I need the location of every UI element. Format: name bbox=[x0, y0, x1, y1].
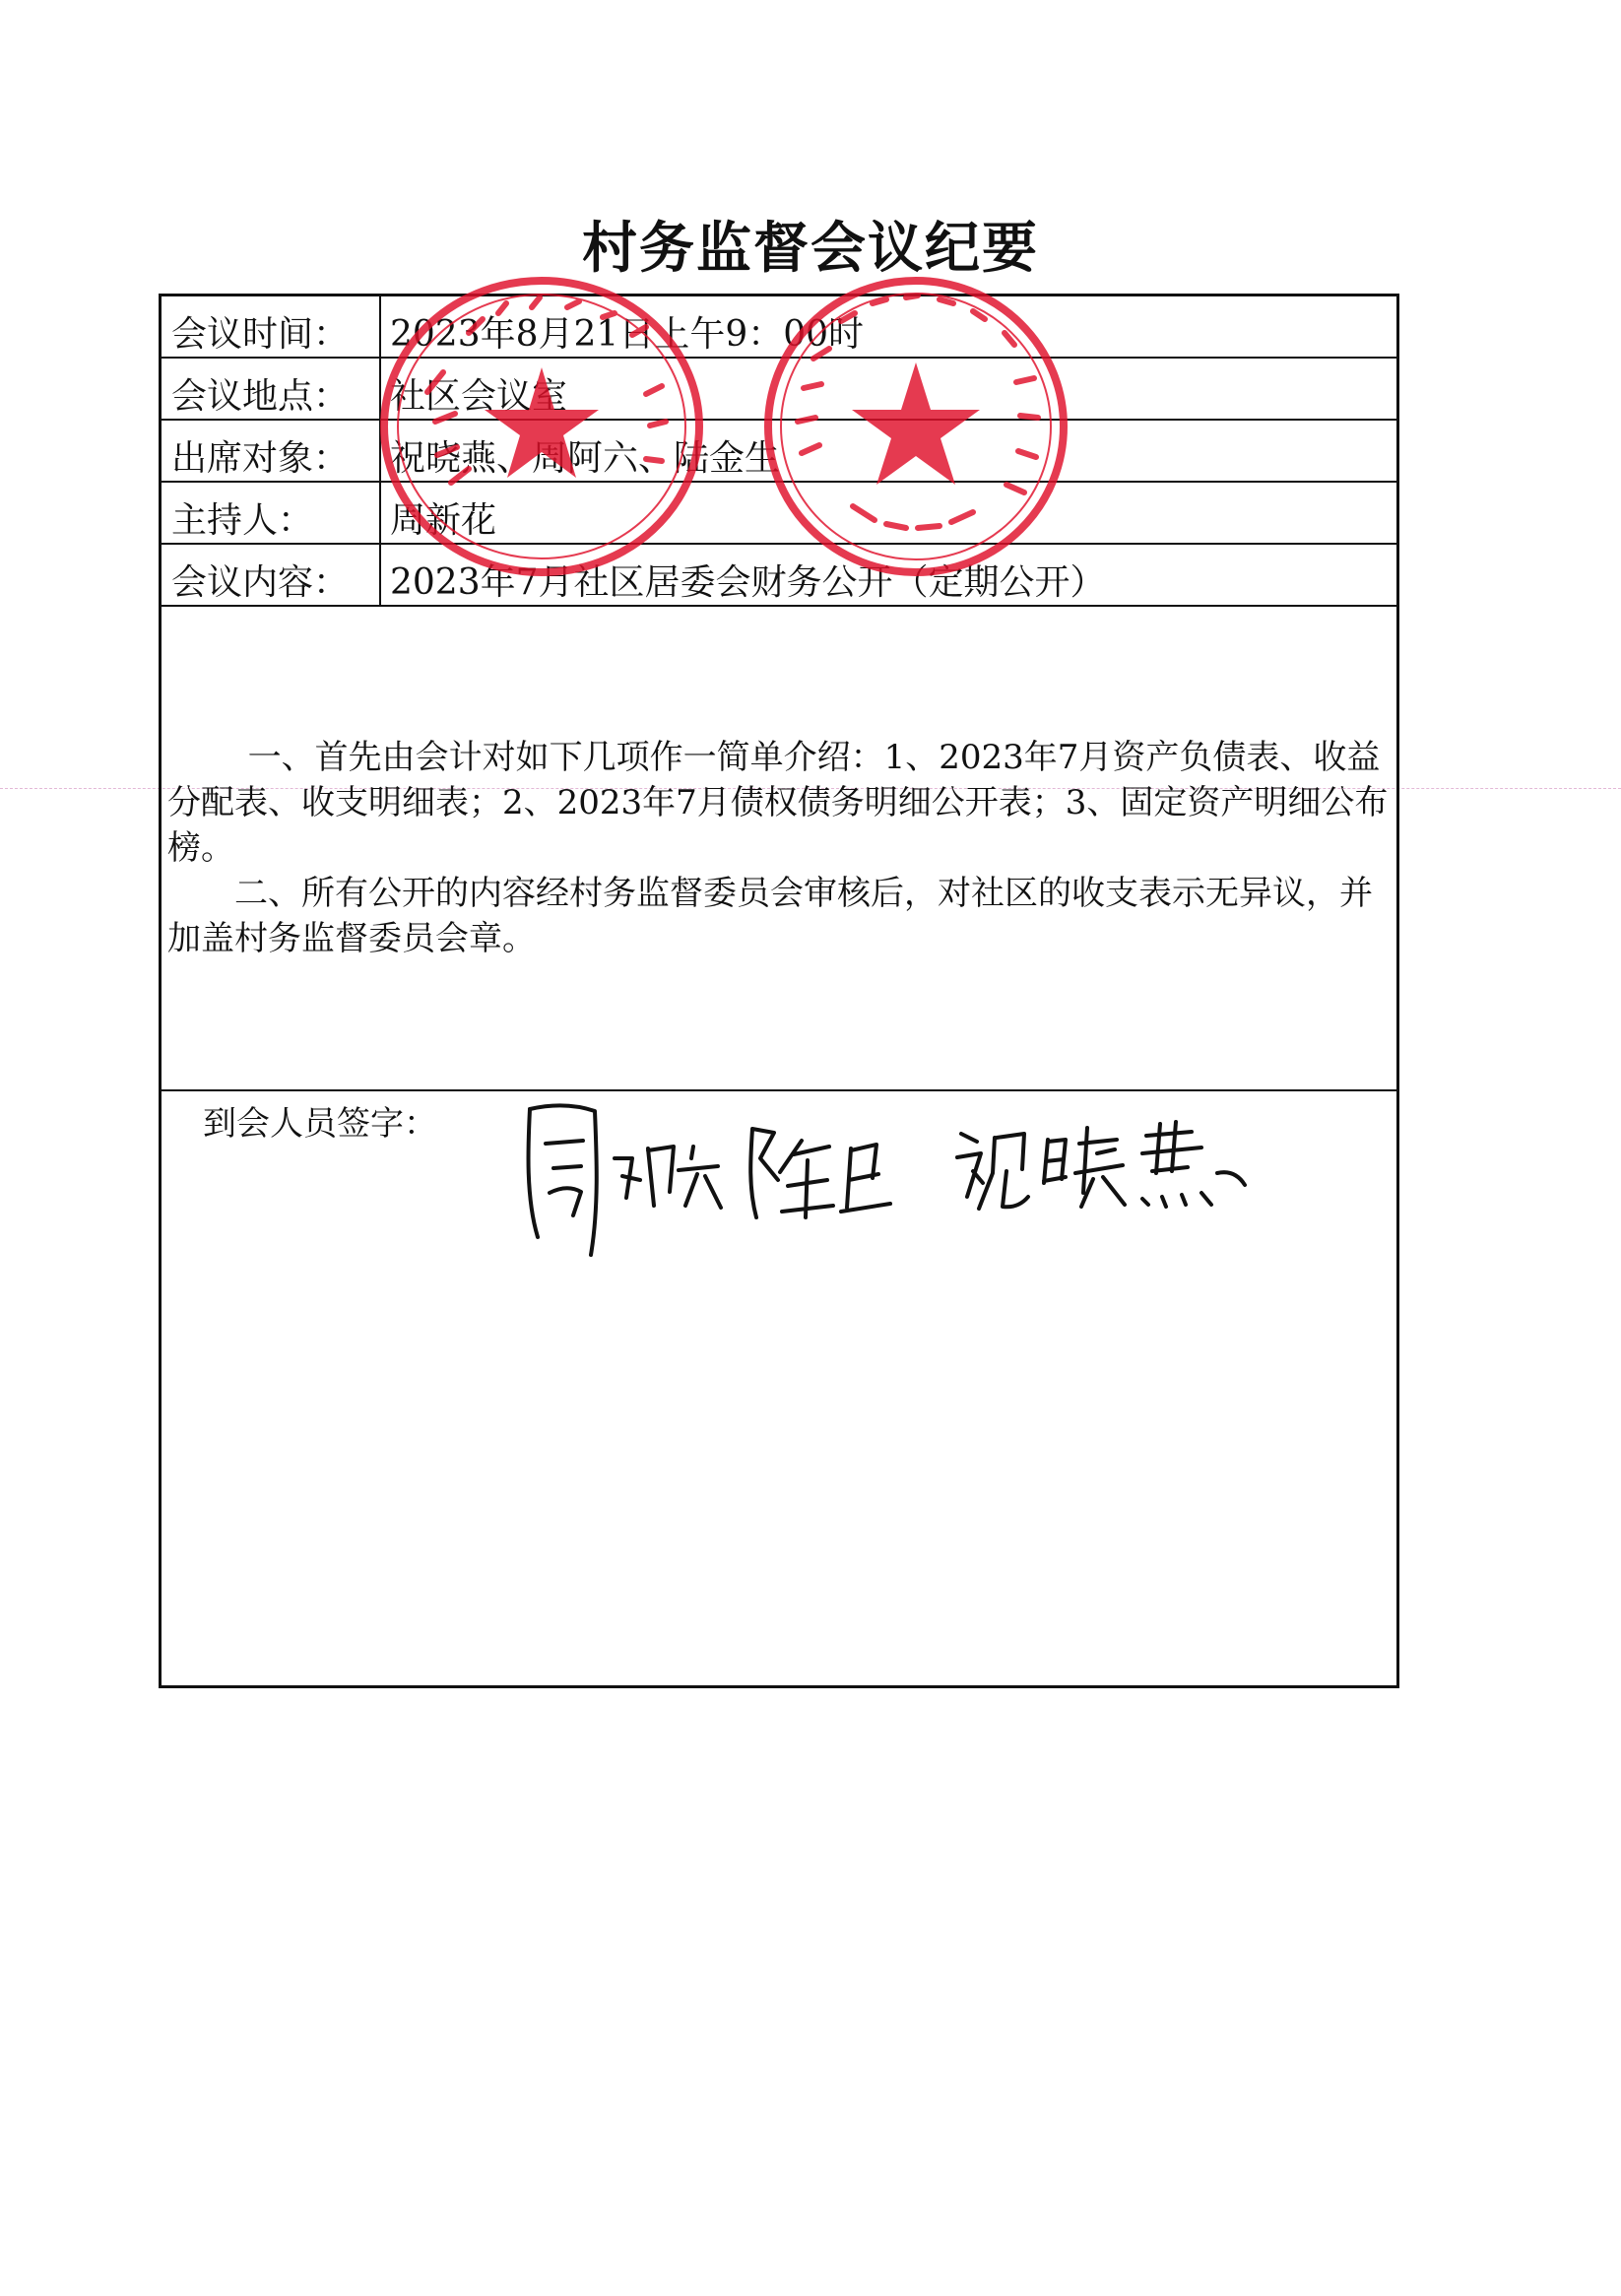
signature-label: 到会人员签字： bbox=[203, 1104, 437, 1144]
handwritten-signature bbox=[949, 1114, 1284, 1222]
host-value: 周新花 bbox=[390, 500, 497, 541]
row-label: 出席对象： bbox=[171, 438, 350, 479]
attendees-value: 祝晓燕、周阿六、陆金生 bbox=[390, 438, 781, 479]
handwritten-signature bbox=[516, 1089, 930, 1267]
meeting-content-value: 2023年7月社区居委会财务公开（定期公开） bbox=[390, 562, 1106, 603]
document-title: 村务监督会议纪要 bbox=[582, 217, 1039, 281]
row-label: 会议地点： bbox=[171, 376, 350, 417]
community-seal bbox=[374, 274, 709, 579]
minutes-paragraph: 一、首先由会计对如下几项作一简单介绍：1、2023年7月资产负债表、收益分配表、收支明细表；2、2023年7月债权债务明细公开表；3、固定资产明细公布榜。 bbox=[167, 738, 1389, 868]
row-label: 会议内容： bbox=[171, 562, 350, 603]
meeting-time-value: 2023年8月21日上午9：00时 bbox=[390, 314, 865, 355]
minutes-paragraph: 二、所有公开的内容经村务监督委员会审核后，对社区的收支表示无异议，并加盖村务监督委员会章。 bbox=[167, 874, 1373, 958]
row-label: 主持人： bbox=[171, 500, 314, 541]
row-label: 会议时间： bbox=[171, 314, 350, 355]
supervision-committee-seal bbox=[758, 274, 1073, 579]
minutes-body bbox=[167, 735, 1389, 961]
meeting-place-value: 社区会议室 bbox=[390, 376, 568, 417]
